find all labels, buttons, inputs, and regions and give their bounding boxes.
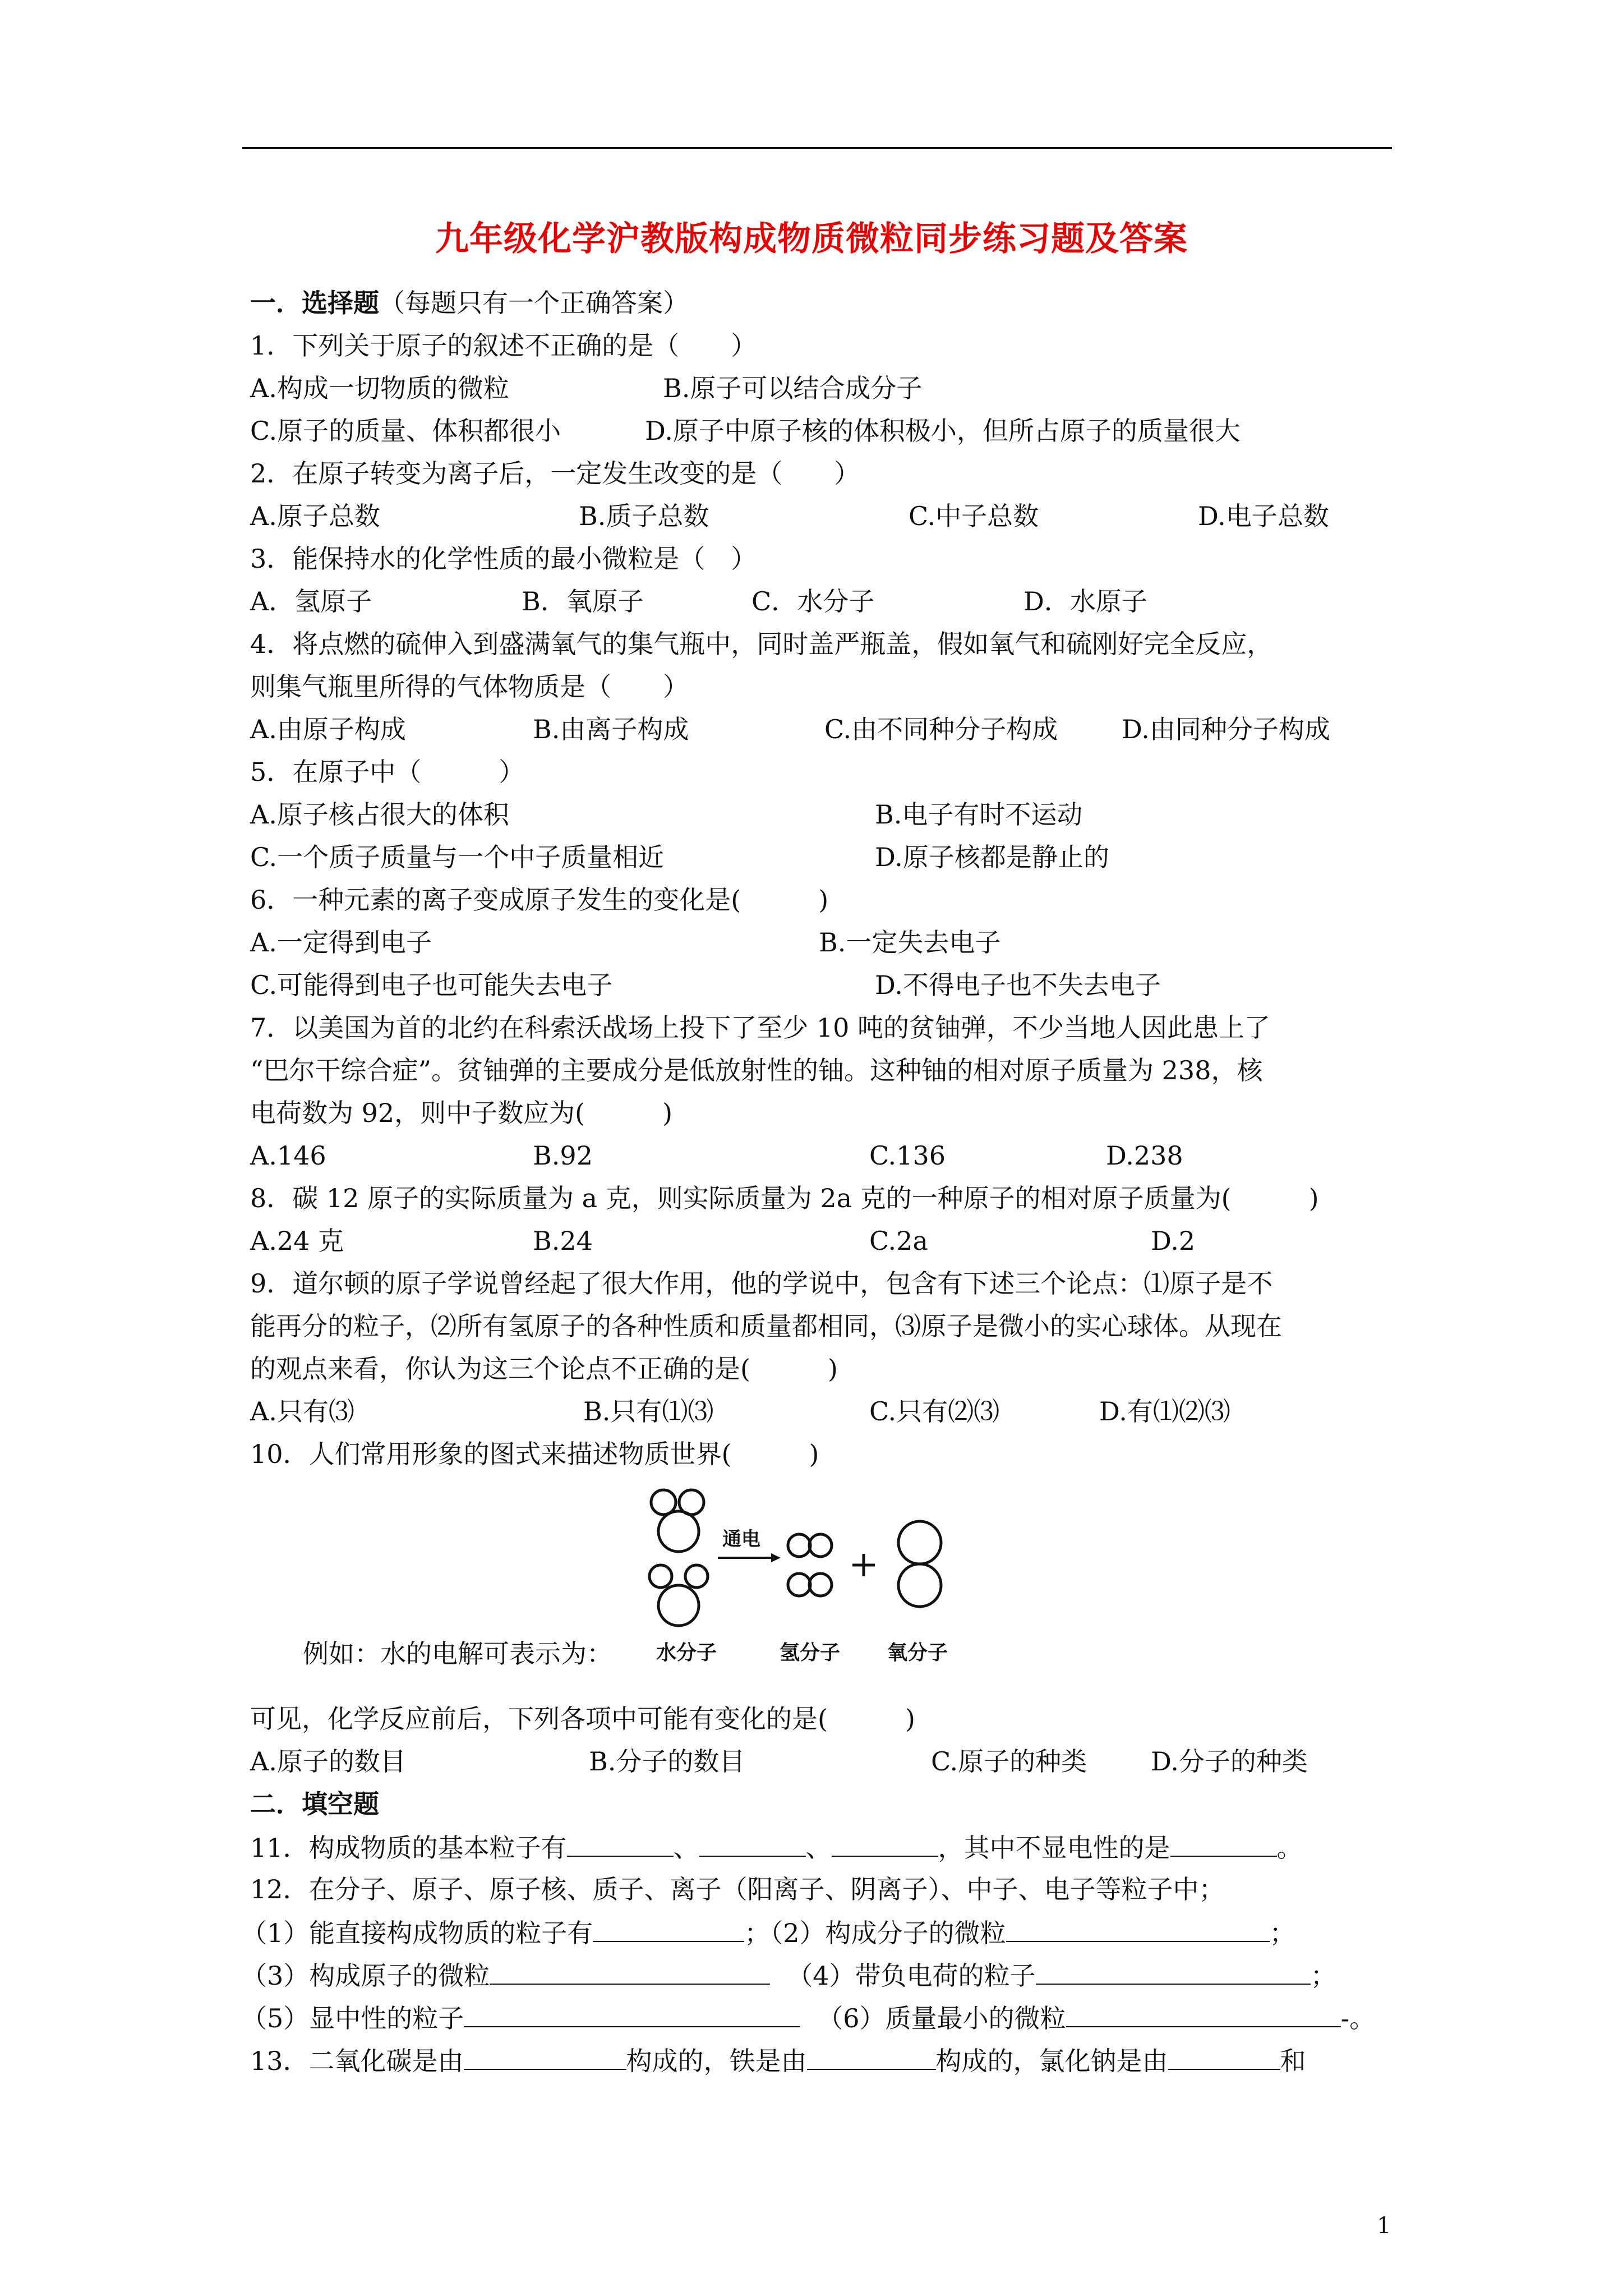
water-molecule-2-o xyxy=(658,1585,699,1626)
q12-sub-3: （3）构成原子的微粒 xyxy=(241,1961,490,1991)
q10-option-b: B.分子的数目 xyxy=(589,1746,745,1777)
o2-molecule-b xyxy=(898,1564,941,1607)
q4-option-b: B.由离子构成 xyxy=(533,714,689,744)
q1-stem: 1．下列关于原子的叙述不正确的是（ ） xyxy=(250,330,757,361)
q8-stem: 8．碳 12 原子的实际质量为 a 克，则实际质量为 2a 克的一种原子的相对原子质量为( ) xyxy=(250,1183,1319,1213)
q8-option-d: D.2 xyxy=(1151,1226,1196,1256)
q1-option-a: A.构成一切物质的微粒 xyxy=(250,373,509,403)
q11-blank-2[interactable] xyxy=(699,1831,806,1857)
q4-stem-line2: 则集气瓶里所得的气体物质是（ ） xyxy=(250,671,689,702)
q2-option-c: C.中子总数 xyxy=(909,501,1039,531)
section1-heading-text: 一．选择题 xyxy=(250,288,379,318)
q7-stem-line2: “巴尔干综合症”。贫铀弹的主要成分是低放射性的铀。这种铀的相对原子质量为 238，核 xyxy=(250,1055,1263,1085)
q1-option-d: D.原子中原子核的体积极小，但所占原子的质量很大 xyxy=(645,416,1241,446)
q12-row-2 xyxy=(241,1959,1336,1991)
q11-sep-2: 、 xyxy=(805,1833,832,1863)
q11-text-2: ，其中不显电性的是 xyxy=(938,1833,1170,1863)
q12-row-3 xyxy=(241,2001,1375,2034)
q5-option-b: B.电子有时不运动 xyxy=(875,799,1083,830)
q12-blank-6[interactable] xyxy=(1066,2001,1341,2027)
q11-sep-1: 、 xyxy=(673,1833,699,1863)
q3-option-a: A．氢原子 xyxy=(250,586,372,616)
q13-text-1: 13．二氧化碳是由 xyxy=(250,2046,464,2076)
q9-option-a: A.只有⑶ xyxy=(250,1396,354,1427)
label-oxygen-molecule: 氧分子 xyxy=(887,1641,948,1664)
q13-line xyxy=(250,2044,1306,2077)
arrow-label: 通电 xyxy=(722,1528,760,1550)
q6-option-b: B.一定失去电子 xyxy=(819,927,1001,958)
q8-option-b: B.24 xyxy=(533,1226,593,1256)
q11-text-1: 11．构成物质的基本粒子有 xyxy=(250,1833,567,1863)
h2-molecule-1-b xyxy=(809,1534,832,1557)
q13-blank-2[interactable] xyxy=(807,2044,936,2070)
q12-blank-2[interactable] xyxy=(1006,1916,1270,1942)
q12-sub-5: （5）显中性的粒子 xyxy=(241,2003,464,2033)
q12-stem: 12．在分子、原子、原子核、质子、离子（阳离子、阴离子）、中子、电子等粒子中； xyxy=(250,1874,1225,1904)
q9-stem-line3: 的观点来看，你认为这三个论点不正确的是( ) xyxy=(250,1354,838,1384)
q7-stem-line1: 7．以美国为首的北约在科索沃战场上投下了至少 10 吨的贫铀弹，不少当地人因此患上了 xyxy=(250,1013,1271,1043)
q5-stem: 5．在原子中（ ） xyxy=(250,757,525,787)
q6-option-a: A.一定得到电子 xyxy=(250,927,432,958)
q12-sub-1: （1）能直接构成物质的粒子有 xyxy=(241,1918,593,1948)
section2-heading: 二．填空题 xyxy=(250,1789,379,1819)
q9-option-b: B.只有⑴⑶ xyxy=(583,1396,714,1427)
q4-option-a: A.由原子构成 xyxy=(250,714,406,744)
q7-stem-line3: 电荷数为 92，则中子数应为( ) xyxy=(250,1098,673,1128)
label-water-molecule: 水分子 xyxy=(656,1641,717,1664)
q9-stem-line1: 9．道尔顿的原子学说曾经起了很大作用，他的学说中，包含有下述三个论点：⑴原子是不 xyxy=(250,1268,1273,1299)
reaction-arrow-head xyxy=(771,1553,781,1562)
q6-option-c: C.可能得到电子也可能失去电子 xyxy=(250,970,613,1000)
q13-text-2: 构成的，铁是由 xyxy=(626,2046,807,2076)
q10-stem: 10．人们常用形象的图式来描述物质世界( ) xyxy=(250,1439,819,1469)
q3-option-c: C．水分子 xyxy=(751,586,875,616)
q10-option-c: C.原子的种类 xyxy=(931,1746,1087,1777)
q8-option-c: C.2a xyxy=(869,1226,928,1256)
q11-end: 。 xyxy=(1276,1833,1303,1863)
q1-option-b: B.原子可以结合成分子 xyxy=(663,373,923,403)
q4-option-c: C.由不同种分子构成 xyxy=(824,714,1058,744)
q12-row-1 xyxy=(241,1916,1295,1949)
q12-sub-2: ；（2）构成分子的微粒 xyxy=(744,1918,1006,1948)
q13-blank-1[interactable] xyxy=(464,2044,626,2070)
q12-blank-5[interactable] xyxy=(464,2001,800,2027)
h2-molecule-2-a xyxy=(788,1573,810,1596)
q5-option-a: A.原子核占很大的体积 xyxy=(250,799,509,830)
q4-option-d: D.由同种分子构成 xyxy=(1122,714,1330,744)
water-molecule-2-h1 xyxy=(649,1565,672,1588)
q10-stem2: 可见，化学反应前后，下列各项中可能有变化的是( ) xyxy=(250,1704,915,1734)
h2-molecule-1-a xyxy=(788,1534,810,1557)
water-molecule-1-h1 xyxy=(651,1490,676,1515)
q11-line xyxy=(250,1831,1303,1864)
label-hydrogen-molecule: 氢分子 xyxy=(780,1641,841,1664)
q13-text-3: 构成的，氯化钠是由 xyxy=(935,2046,1168,2076)
q11-blank-4[interactable] xyxy=(1170,1831,1277,1857)
section1-note: （每题只有一个正确答案） xyxy=(379,288,689,318)
q13-blank-3[interactable] xyxy=(1168,2044,1280,2070)
q12-blank-3[interactable] xyxy=(490,1959,770,1985)
h2-molecule-2-b xyxy=(809,1573,832,1596)
q3-option-d: D．水原子 xyxy=(1023,586,1147,616)
q3-option-b: B．氧原子 xyxy=(522,586,644,616)
q2-option-b: B.质子总数 xyxy=(579,501,709,531)
q7-option-a: A.146 xyxy=(250,1140,326,1171)
q2-option-d: D.电子总数 xyxy=(1198,501,1329,531)
q5-option-c: C.一个质子质量与一个中子质量相近 xyxy=(250,842,665,872)
section1-heading xyxy=(250,287,689,319)
q12-sub-4: （4）带负电荷的粒子 xyxy=(787,1961,1036,1991)
q2-option-a: A.原子总数 xyxy=(250,501,380,531)
q8-option-a: A.24 克 xyxy=(250,1226,344,1256)
q12-blank-1[interactable] xyxy=(593,1916,744,1942)
water-molecule-1-o xyxy=(658,1511,699,1552)
q9-option-d: D.有⑴⑵⑶ xyxy=(1099,1396,1230,1427)
q11-blank-1[interactable] xyxy=(567,1831,674,1857)
o2-molecule-a xyxy=(898,1521,941,1564)
q2-stem: 2．在原子转变为离子后，一定发生改变的是（ ） xyxy=(250,458,860,489)
q7-option-d: D.238 xyxy=(1106,1140,1183,1171)
q3-stem: 3．能保持水的化学性质的最小微粒是（ ） xyxy=(250,544,757,574)
q4-stem-line1: 4．将点燃的硫伸入到盛满氧气的集气瓶中，同时盖严瓶盖，假如氧气和硫刚好完全反应， xyxy=(250,629,1273,659)
q6-stem: 6．一种元素的离子变成原子发生的变化是( ) xyxy=(250,885,829,915)
q7-option-b: B.92 xyxy=(533,1140,593,1171)
q7-option-c: C.136 xyxy=(869,1140,946,1171)
page-number: 1 xyxy=(1377,2213,1391,2239)
water-molecule-1-h2 xyxy=(679,1490,704,1515)
q5-option-d: D.原子核都是静止的 xyxy=(875,842,1109,872)
water-electrolysis-diagram xyxy=(645,1481,981,1672)
q10-example: 例如：水的电解可表示为： xyxy=(303,1639,612,1669)
q12-sub-2-end: ； xyxy=(1269,1918,1295,1948)
q12-sub-6-end: -。 xyxy=(1340,2003,1376,2033)
q12-sub-6: （6）质量最小的微粒 xyxy=(817,2003,1066,2033)
q11-blank-3[interactable] xyxy=(832,1831,938,1857)
q9-option-c: C.只有⑵⑶ xyxy=(869,1396,1000,1427)
water-molecule-2-h2 xyxy=(685,1565,708,1588)
q12-blank-4[interactable] xyxy=(1036,1959,1311,1985)
q9-stem-line2: 能再分的粒子，⑵所有氢原子的各种性质和质量都相同，⑶原子是微小的实心球体。从现在 xyxy=(250,1311,1282,1341)
page-title: 九年级化学沪教版构成物质微粒同步练习题及答案 xyxy=(435,219,1188,259)
q10-option-a: A.原子的数目 xyxy=(250,1746,406,1777)
q13-text-4: 和 xyxy=(1280,2046,1306,2076)
q6-option-d: D.不得电子也不失去电子 xyxy=(875,970,1161,1000)
header-rule xyxy=(242,147,1392,149)
q10-option-d: D.分子的种类 xyxy=(1151,1746,1308,1777)
q1-option-c: C.原子的质量、体积都很小 xyxy=(250,416,561,446)
q12-sub-4-end: ； xyxy=(1310,1961,1336,1991)
